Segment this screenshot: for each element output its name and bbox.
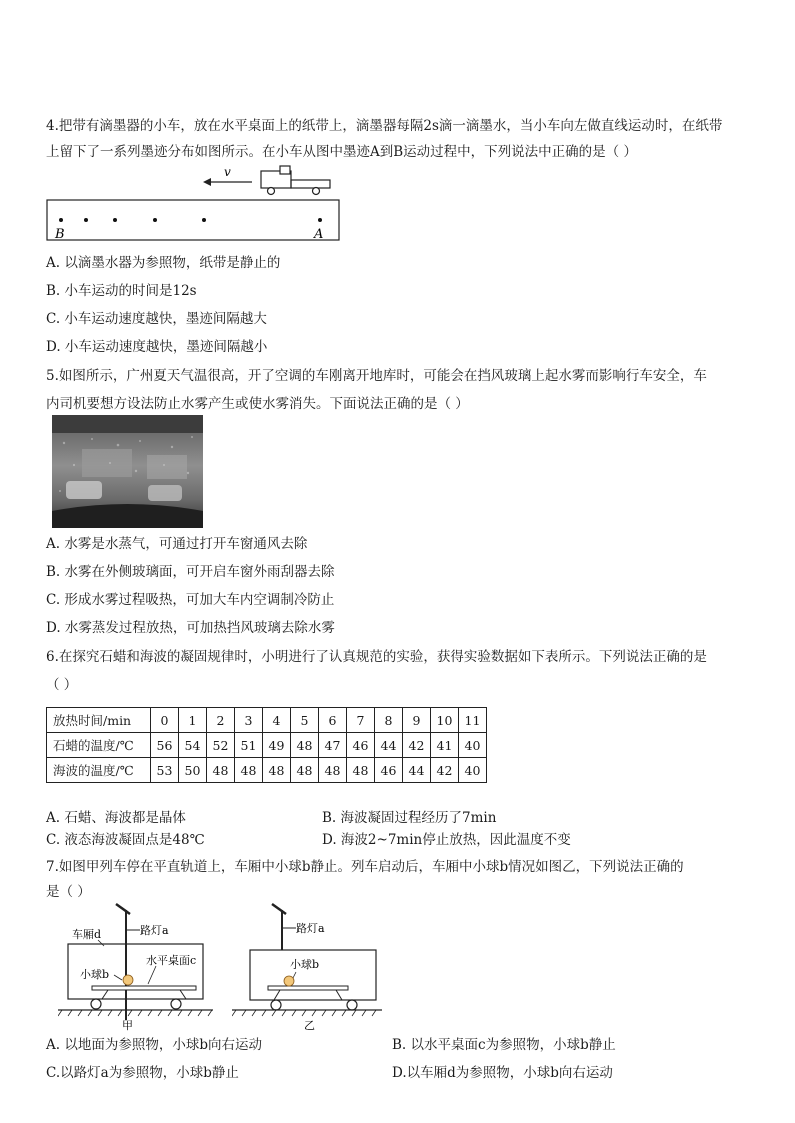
q7-stem-line2: 是（ ） xyxy=(46,884,91,900)
q6-stem-line2: （ ） xyxy=(46,677,78,693)
q7-stem-line1: 7.如图甲列车停在平直轨道上，车厢中小球b静止。列车启动后，车厢中小球b情况如图乙，下列说法正确的 xyxy=(46,859,684,875)
ball-label: 小球b xyxy=(80,968,110,981)
figure-caption-jia: 甲 xyxy=(122,1019,133,1032)
ink-dot xyxy=(59,218,63,222)
point-a-label: A xyxy=(314,227,324,242)
table-cell: 41 xyxy=(431,733,459,758)
q6-option-b[interactable]: B. 海波凝固过程经历了7min xyxy=(322,810,497,826)
row-header: 放热时间/min xyxy=(47,708,151,733)
row-header: 海波的温度/℃ xyxy=(47,758,151,783)
table-cell: 3 xyxy=(235,708,263,733)
figure-caption-yi: 乙 xyxy=(304,1019,315,1032)
q7-option-b[interactable]: B. 以水平桌面c为参照物，小球b静止 xyxy=(392,1037,616,1053)
wheel-icon xyxy=(91,999,101,1009)
lamp-label: 路灯a xyxy=(140,924,169,937)
table-cell: 49 xyxy=(263,733,291,758)
table-cell: 6 xyxy=(319,708,347,733)
q5-option-a[interactable]: A. 水雾是水蒸气，可通过打开车窗通风去除 xyxy=(46,536,308,552)
q7-option-d[interactable]: D.以车厢d为参照物，小球b向右运动 xyxy=(392,1065,613,1081)
ink-dot xyxy=(113,218,117,222)
q7-option-a[interactable]: A. 以地面为参照物，小球b向右运动 xyxy=(46,1037,262,1053)
table-cell: 46 xyxy=(375,758,403,783)
table-cell: 44 xyxy=(375,733,403,758)
table-row-paraffin xyxy=(47,733,487,758)
table-cell: 54 xyxy=(179,733,207,758)
car-label: 车厢d xyxy=(72,928,102,941)
q7-option-c[interactable]: C.以路灯a为参照物，小球b静止 xyxy=(46,1065,239,1081)
table-cell: 42 xyxy=(431,758,459,783)
q5-stem-line2: 内司机要想方设法防止水雾产生或使水雾消失。下面说法正确的是（ ） xyxy=(46,396,469,412)
table-cell: 46 xyxy=(347,733,375,758)
q5-stem-line1: 5.如图所示，广州夏天气温很高，开了空调的车刚离开地库时，可能会在挡风玻璃上起水雾而影响行车安全，车 xyxy=(46,368,707,384)
ball-label: 小球b xyxy=(290,958,320,971)
table-cell: 9 xyxy=(403,708,431,733)
table-cell: 48 xyxy=(263,758,291,783)
q4-figure xyxy=(40,162,350,246)
table-cell: 50 xyxy=(179,758,207,783)
table-cell: 48 xyxy=(235,758,263,783)
paper-tape xyxy=(47,200,339,240)
q6-option-c[interactable]: C. 液态海波凝固点是48℃ xyxy=(46,832,205,848)
table-cell: 11 xyxy=(459,708,487,733)
wheel-icon xyxy=(347,1000,357,1010)
row-header: 石蜡的温度/℃ xyxy=(47,733,151,758)
table-label: 水平桌面c xyxy=(146,954,197,967)
ball-icon xyxy=(123,975,133,985)
table-cell: 0 xyxy=(151,708,179,733)
q6-stem-line1: 6.在探究石蜡和海波的凝固规律时，小明进行了认真规范的实验，获得实验数据如下表所示。下列说法正确的是 xyxy=(46,649,707,665)
ink-dot xyxy=(318,218,322,222)
q4-option-a[interactable]: A. 以滴墨水器为参照物，纸带是静止的 xyxy=(46,255,281,271)
ink-dot xyxy=(153,218,157,222)
table-cell: 40 xyxy=(459,758,487,783)
solidification-data-table xyxy=(46,707,487,783)
table-cell: 48 xyxy=(291,758,319,783)
table-cell: 48 xyxy=(207,758,235,783)
table-cell: 5 xyxy=(291,708,319,733)
q6-option-a[interactable]: A. 石蜡、海波都是晶体 xyxy=(46,810,186,826)
ink-dots xyxy=(59,218,322,222)
lamp-label: 路灯a xyxy=(296,922,325,935)
table-cell: 56 xyxy=(151,733,179,758)
velocity-arrowhead xyxy=(203,178,211,186)
table-cell: 40 xyxy=(459,733,487,758)
q4-stem-line1: 4.把带有滴墨器的小车，放在水平桌面上的纸带上，滴墨器每隔2s滴一滴墨水，当小车向左做直线运动时，在纸带 xyxy=(46,118,723,134)
table-row-hypo xyxy=(47,758,487,783)
q5-option-d[interactable]: D. 水雾蒸发过程放热，可加热挡风玻璃去除水雾 xyxy=(46,620,335,636)
foggy-windshield-photo xyxy=(52,415,203,528)
q5-option-c[interactable]: C. 形成水雾过程吸热，可加大车内空调制冷防止 xyxy=(46,592,335,608)
table-cell: 48 xyxy=(291,733,319,758)
q4-stem-line2: 上留下了一系列墨迹分布如图所示。在小车从图中墨迹A到B运动过程中，下列说法中正确的是（ ） xyxy=(46,144,637,160)
table-cell: 48 xyxy=(319,758,347,783)
table-cell: 52 xyxy=(207,733,235,758)
wheel-icon xyxy=(171,999,181,1009)
wheel-icon xyxy=(271,1000,281,1010)
table-cell: 4 xyxy=(263,708,291,733)
table-cell: 8 xyxy=(375,708,403,733)
q6-option-d[interactable]: D. 海波2~7min停止放热，因此温度不变 xyxy=(322,832,571,848)
table-cell: 2 xyxy=(207,708,235,733)
table-top xyxy=(92,986,196,990)
q4-option-c[interactable]: C. 小车运动速度越快，墨迹间隔越大 xyxy=(46,311,267,327)
ball-icon xyxy=(284,976,294,986)
table-cell: 53 xyxy=(151,758,179,783)
table-cell: 7 xyxy=(347,708,375,733)
q4-option-d[interactable]: D. 小车运动速度越快，墨迹间隔越小 xyxy=(46,339,268,355)
table-cell: 44 xyxy=(403,758,431,783)
q5-option-b[interactable]: B. 水雾在外侧玻璃面，可开启车窗外雨刮器去除 xyxy=(46,564,335,580)
table-top xyxy=(268,986,348,990)
table-cell: 10 xyxy=(431,708,459,733)
table-cell: 1 xyxy=(179,708,207,733)
street-lamp-icon xyxy=(272,904,286,950)
table-cell: 48 xyxy=(347,758,375,783)
table-row-time xyxy=(47,708,487,733)
ink-dot xyxy=(202,218,206,222)
table-cell: 51 xyxy=(235,733,263,758)
q7-figure-yi xyxy=(232,902,382,1032)
q4-option-b[interactable]: B. 小车运动的时间是12s xyxy=(46,283,197,299)
velocity-label: v xyxy=(224,165,231,179)
truck-icon xyxy=(261,166,330,195)
ink-dot xyxy=(84,218,88,222)
point-b-label: B xyxy=(55,227,65,242)
table-cell: 47 xyxy=(319,733,347,758)
table-cell: 42 xyxy=(403,733,431,758)
q7-figure-jia xyxy=(58,902,213,1032)
